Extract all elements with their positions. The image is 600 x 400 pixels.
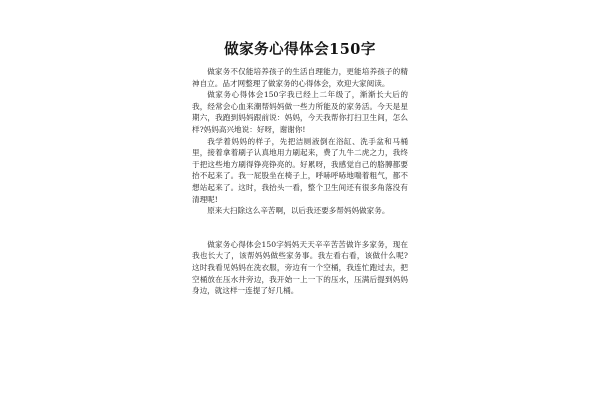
paragraph-first-essay: 做家务心得体会150字我已经上二年级了，渐渐长大后的我，经常会心血来潮帮妈妈做一些力所能及的家务活。今天是星期六，我跑到妈妈跟前说：妈妈，今天我帮你打扫卫生间，怎么样?妈妈高兴地说：好呀，谢谢你! <box>192 90 408 134</box>
document-body <box>192 66 408 297</box>
paragraph-conclusion: 原来大扫除这么辛苦啊，以后我还要多帮妈妈做家务。 <box>207 206 390 216</box>
paragraph-intro: 做家务不仅能培养孩子的生活自理能力，更能培养孩子的精神自立。品才网整理了做家务的心得体会，欢迎大家阅读。 <box>192 67 408 88</box>
paragraph-second-essay: 做家务心得体会150字妈妈天天辛辛苦苦做许多家务，现在我也长大了，该帮妈妈做些家务事。我左看右看，该做什么呢?这时我看见妈妈在洗衣服，旁边有一个空桶，我连忙跑过去，把空桶放在压水井旁边，我开始一上一下的压水，压满后提到妈妈身边，就这样一连提了好几桶。 <box>192 239 408 296</box>
document-title: 做家务心得体会150字 <box>224 41 376 58</box>
paragraph-cleaning: 我学着妈妈的样子，先把洁厕液倒在浴缸、洗手盆和马桶里，接着拿着刷子认真地用力刷起来，费了九牛二虎之力，我终于把这些地方刷得铮亮铮亮的。好累呀，我感觉自己的胳膊都要抬不起来了。我一屁股坐在椅子上，呼哧呼哧地喘着粗气，都不想站起来了。这时，我抬头一看，整个卫生间还有很多角落没有清理呢! <box>192 136 408 204</box>
paragraph-gap <box>192 217 408 239</box>
